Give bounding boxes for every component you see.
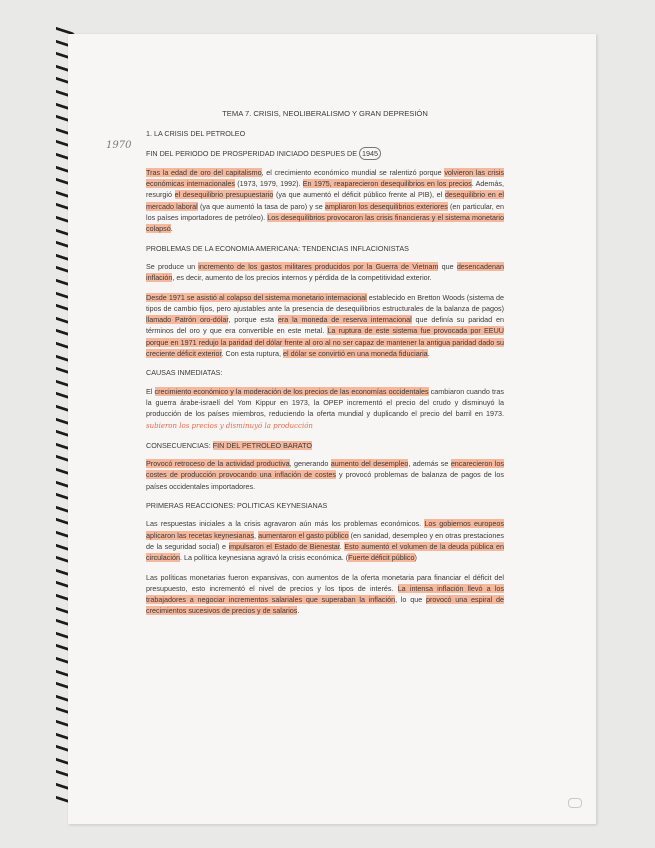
highlight: La ruptura de este sistema fue provocada por EEUU porque en 1971 redujo la paridad del dólar frente al oro al no ser capaz de mantener la antigua paridad dado su creciente déficit exterior — [146, 326, 504, 359]
paragraph-4 — [146, 386, 504, 432]
highlight: Los gobiernos europeos aplicaron las recetas keynesianas — [146, 519, 504, 540]
text: que — [438, 261, 457, 271]
text: . — [427, 349, 430, 359]
text: . Además, resurgió — [146, 179, 504, 200]
subheading-consequences — [146, 440, 504, 451]
document-body — [146, 108, 504, 625]
highlight: encarecieron los costes de producción provocando una inflación de costes — [146, 459, 504, 480]
text: , además se — [408, 459, 451, 469]
highlight: volvieron las crisis económicas internacionales — [146, 167, 504, 189]
highlight: Tras la edad de oro del capitalismo — [146, 167, 262, 177]
highlight: llamado Patrón oro-dólar — [146, 315, 229, 325]
paragraph-2 — [146, 261, 504, 284]
subheading-causes: CAUSAS INMEDIATAS: — [146, 368, 223, 378]
text: Las políticas monetarias fueron expansivas, con aumentos de la oferta monetaria para financiar el déficit del presupuesto, esto incrementó el nivel de precios y los tipos de interés. — [146, 572, 504, 593]
highlight: el desequilibrio presupuestario — [174, 190, 274, 200]
handwritten-margin-note: 1970 — [106, 140, 132, 151]
text: Las respuestas iniciales a la crisis agravaron aún más los problemas económicos. — [146, 519, 425, 529]
subheading-text: FIN DEL PERIODO DE PROSPERIDAD INICIADO DESPUES DE — [146, 148, 358, 158]
text: , el crecimiento económico mundial se ralentizó porque — [261, 167, 445, 177]
text: (1973, 1979, 1992). — [234, 179, 303, 189]
page-title: TEMA 7. CRISIS, NEOLIBERALISMO Y GRAN DEPRESIÓN — [222, 109, 428, 118]
text: . — [170, 224, 173, 234]
text: , generando — [289, 459, 331, 469]
highlight: desequilibrio en el mercado laboral — [146, 190, 504, 211]
text: . Con esta ruptura, — [221, 349, 284, 359]
highlight: el dólar se convirtió en una moneda fiduciaria — [283, 349, 428, 359]
highlight: desencadenan inflación — [146, 261, 504, 283]
highlight: En 1975, reaparecieron desequilibrios en los precios — [302, 179, 472, 189]
text: , es decir, aumento de los precios internos y pérdida de la competitividad exterior. — [172, 273, 432, 283]
text: El — [146, 386, 155, 396]
highlight: impulsaron el Estado de Bienestar — [228, 541, 340, 551]
paragraph-6 — [146, 518, 504, 563]
highlight: era la moneda de reserva internacional — [277, 315, 412, 325]
text: cambiaron cuando tras la guerra árabe-israelí del Yom Kippur en 1973, la OPEP incrementó el precio del crudo y disminuyó la producción de los países miembros, reduciendo la oferta mundial y duplicando el precio del barril en 1973. — [146, 386, 504, 419]
highlight: incremento de los gastos militares producidos por la Guerra de Vietnam — [198, 261, 439, 271]
highlight: provocó una espiral de crecimientos sucesivos de precios y de salarios — [146, 595, 504, 616]
section-heading: 1. LA CRISIS DEL PETROLEO — [146, 129, 246, 139]
circled-year: 1945 — [359, 147, 381, 160]
paragraph-5 — [146, 458, 504, 492]
subheading-prosperity — [146, 147, 504, 160]
text: que definía su paridad en términos del oro y que era convertible en este metal. — [146, 315, 504, 336]
subheading-text: CONSECUENCIAS: — [146, 440, 213, 450]
text: y provocó problemas de balanza de pagos de los países occidentales importadores. — [146, 470, 504, 491]
highlight: La intensa inflación llevó a los trabajadores a negociar incrementos salariales que superaban la inflación — [146, 583, 504, 605]
text: (en particular, en los países importadores de petróleo). — [146, 201, 504, 223]
text: Se produce un — [146, 261, 199, 271]
highlight: Provocó retroceso de la actividad productiva — [146, 459, 290, 469]
paragraph-1 — [146, 167, 504, 235]
text: , — [254, 530, 259, 540]
highlight: Los desequilibrios provocaron las crisis financieras y el sistema monetario colapsó — [146, 213, 505, 234]
highlight: aumento del desempleo — [330, 459, 409, 469]
highlight: ampliaron los desequilibrios exteriores — [324, 201, 448, 211]
text: . — [297, 606, 300, 616]
highlight: aumentaron el gasto público — [258, 530, 349, 540]
paragraph-3 — [146, 292, 504, 360]
subheading-keynesian: PRIMERAS REACCIONES: POLITICAS KEYNESIANAS — [146, 501, 328, 511]
handwritten-note: subieron los precios y disminuyó la producción — [146, 421, 313, 430]
text: , lo que — [395, 595, 426, 605]
text: ) — [414, 553, 417, 563]
text: (ya que aumentó el déficit público frente al PIB), el — [273, 190, 445, 200]
highlight: FIN DEL PETROLEO BARATO — [212, 440, 313, 450]
text: (en sanidad, desempleo y en otras prestaciones de la seguridad social) e — [146, 530, 505, 551]
text: (ya que aumentó la tasa de paro) y se — [197, 201, 325, 211]
text: , porque esta — [228, 315, 278, 325]
highlight: Fuerte déficit público — [348, 553, 415, 563]
text: establecido en Bretton Woods (sistema de tipos de cambio fijos, pero ajustables ante la presencia de desequilibrios estructurales de la balanza de pagos) — [146, 292, 504, 313]
highlight: Esto aumentó el volumen de la deuda pública en circulación — [146, 541, 504, 563]
text: . — [339, 541, 345, 551]
paragraph-7 — [146, 572, 504, 617]
highlight: Desde 1971 se asistió al colapso del sistema monetario internacional — [146, 292, 367, 302]
subheading-american-economy: PROBLEMAS DE LA ECONOMIA AMERICANA: TENDENCIAS INFLACIONISTAS — [146, 243, 409, 253]
text: . La política keynesiana agravó la crisis económica. ( — [179, 553, 349, 563]
highlight: crecimiento económico y la moderación de los precios de las economías occidentales — [154, 386, 429, 396]
page-corner-mark — [568, 798, 582, 808]
